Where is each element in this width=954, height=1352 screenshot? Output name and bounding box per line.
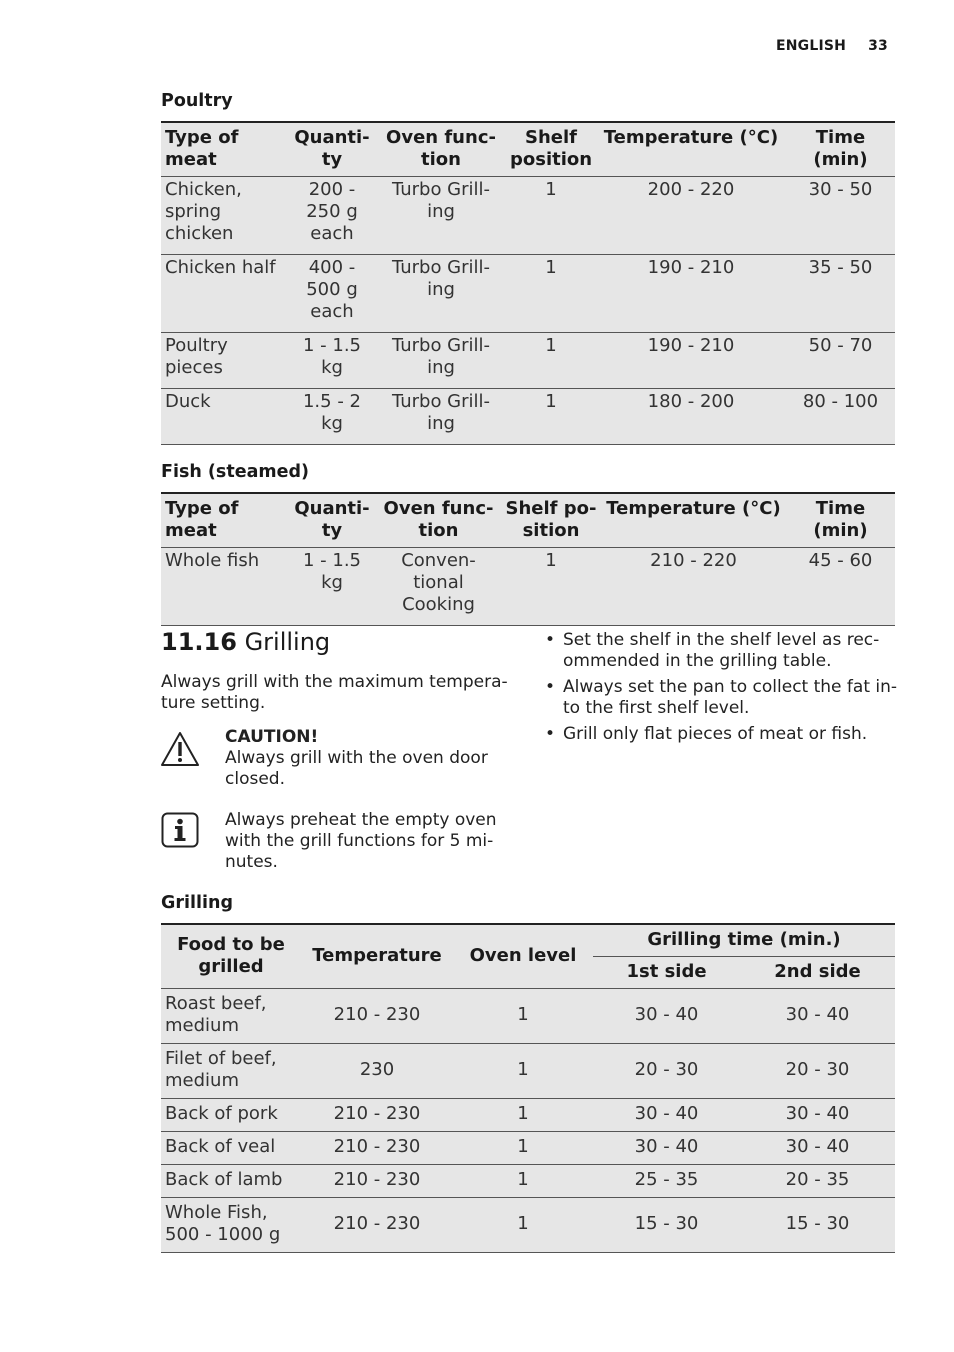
fish-table bbox=[161, 492, 895, 626]
table-cell: 30 - 50 bbox=[786, 177, 895, 255]
list-item: • Grill only flat pieces of meat or fish. bbox=[543, 724, 898, 745]
table-cell: 25 - 35 bbox=[593, 1165, 740, 1198]
table-cell: 230 bbox=[301, 1044, 453, 1099]
column-header: Temperature (°C) bbox=[596, 122, 786, 177]
table-cell: Whole Fish, 500 - 1000 g bbox=[161, 1198, 301, 1253]
table-cell: 80 - 100 bbox=[786, 389, 895, 445]
table-cell: 15 - 30 bbox=[740, 1198, 895, 1253]
table-row bbox=[161, 389, 895, 445]
caution-block bbox=[225, 727, 505, 790]
table-row bbox=[161, 177, 895, 255]
section-heading bbox=[161, 628, 330, 656]
list-item: • Always set the pan to collect the fat in-to the first shelf level. bbox=[543, 677, 898, 719]
table-cell: 1 bbox=[453, 1132, 593, 1165]
poultry-table bbox=[161, 121, 895, 445]
column-header: Temperature bbox=[301, 924, 453, 989]
column-header: Type of meat bbox=[161, 493, 288, 548]
table-row bbox=[161, 333, 895, 389]
table-cell: Back of pork bbox=[161, 1099, 301, 1132]
poultry-table-title: Poultry bbox=[161, 91, 233, 111]
column-header: Oven func-tion bbox=[376, 122, 506, 177]
table-cell: Duck bbox=[161, 389, 288, 445]
caution-text: Always grill with the oven door closed. bbox=[225, 748, 488, 789]
language-label: ENGLISH bbox=[776, 38, 847, 54]
grilling-table bbox=[161, 923, 895, 1253]
column-header: 2nd side bbox=[740, 957, 895, 989]
table-row bbox=[161, 1132, 895, 1165]
table-cell: 30 - 40 bbox=[593, 989, 740, 1044]
fish-table-title: Fish (steamed) bbox=[161, 462, 310, 482]
grilling-table-title: Grilling bbox=[161, 893, 233, 913]
column-header: Time (min) bbox=[786, 122, 895, 177]
table-cell: Poultry pieces bbox=[161, 333, 288, 389]
table-row bbox=[161, 548, 895, 626]
table-cell: 30 - 40 bbox=[740, 1132, 895, 1165]
table-cell: 190 - 210 bbox=[596, 255, 786, 333]
table-cell: 1 bbox=[453, 989, 593, 1044]
table-cell: 210 - 230 bbox=[301, 989, 453, 1044]
table-cell: 20 - 35 bbox=[740, 1165, 895, 1198]
table-header-row bbox=[161, 924, 895, 957]
table-cell: Filet of beef, medium bbox=[161, 1044, 301, 1099]
table-cell: Roast beef, medium bbox=[161, 989, 301, 1044]
table-row bbox=[161, 1165, 895, 1198]
section-number: 11.16 bbox=[161, 628, 237, 656]
table-row bbox=[161, 255, 895, 333]
table-cell: 1 bbox=[453, 1165, 593, 1198]
table-cell: 210 - 220 bbox=[601, 548, 786, 626]
section-title: Grilling bbox=[244, 628, 331, 656]
grilling-tips-list bbox=[543, 630, 898, 750]
table-cell: Turbo Grill-ing bbox=[376, 389, 506, 445]
table-cell: 200 - 250 g each bbox=[288, 177, 376, 255]
table-cell: Turbo Grill-ing bbox=[376, 255, 506, 333]
table-row bbox=[161, 989, 895, 1044]
table-cell: 210 - 230 bbox=[301, 1198, 453, 1253]
table-row bbox=[161, 1044, 895, 1099]
table-cell: Chicken half bbox=[161, 255, 288, 333]
column-header: Time (min) bbox=[786, 493, 895, 548]
table-cell: 1.5 - 2 kg bbox=[288, 389, 376, 445]
column-header: Shelf po-sition bbox=[501, 493, 601, 548]
list-item: • Set the shelf in the shelf level as rec-ommended in the grilling table. bbox=[543, 630, 898, 672]
table-cell: 20 - 30 bbox=[593, 1044, 740, 1099]
table-cell: Turbo Grill-ing bbox=[376, 333, 506, 389]
page-number: 33 bbox=[868, 38, 888, 54]
column-header: Oven func-tion bbox=[376, 493, 501, 548]
table-cell: 1 bbox=[506, 177, 596, 255]
table-cell: 1 bbox=[506, 333, 596, 389]
table-cell: 210 - 230 bbox=[301, 1165, 453, 1198]
table-cell: Conven-tional Cooking bbox=[376, 548, 501, 626]
column-header: Quanti-ty bbox=[288, 493, 376, 548]
column-header: Quanti-ty bbox=[288, 122, 376, 177]
table-cell: 1 bbox=[453, 1044, 593, 1099]
table-cell: 20 - 30 bbox=[740, 1044, 895, 1099]
table-cell: 1 - 1.5 kg bbox=[288, 548, 376, 626]
table-cell: 200 - 220 bbox=[596, 177, 786, 255]
table-cell: 1 bbox=[506, 255, 596, 333]
table-header-row bbox=[161, 493, 895, 548]
column-group-header: Grilling time (min.) bbox=[593, 924, 895, 957]
table-cell: Back of veal bbox=[161, 1132, 301, 1165]
table-cell: 1 bbox=[506, 389, 596, 445]
column-header: Temperature (°C) bbox=[601, 493, 786, 548]
intro-text: Always grill with the maximum tempera-ture setting. bbox=[161, 672, 508, 713]
table-cell: 15 - 30 bbox=[593, 1198, 740, 1253]
table-row bbox=[161, 1198, 895, 1253]
table-cell: 400 - 500 g each bbox=[288, 255, 376, 333]
table-cell: 30 - 40 bbox=[593, 1132, 740, 1165]
table-cell: 210 - 230 bbox=[301, 1099, 453, 1132]
table-cell: 210 - 230 bbox=[301, 1132, 453, 1165]
page-header bbox=[776, 38, 888, 54]
warning-icon bbox=[160, 730, 200, 768]
table-cell: 30 - 40 bbox=[740, 1099, 895, 1132]
caution-title: CAUTION! bbox=[225, 727, 319, 747]
column-header: Type of meat bbox=[161, 122, 288, 177]
table-cell: 30 - 40 bbox=[593, 1099, 740, 1132]
column-header: Oven level bbox=[453, 924, 593, 989]
table-cell: 190 - 210 bbox=[596, 333, 786, 389]
table-cell: 1 bbox=[453, 1099, 593, 1132]
column-header: Shelf position bbox=[506, 122, 596, 177]
table-cell: 180 - 200 bbox=[596, 389, 786, 445]
table-cell: 1 bbox=[501, 548, 601, 626]
table-cell: 1 - 1.5 kg bbox=[288, 333, 376, 389]
table-cell: 45 - 60 bbox=[786, 548, 895, 626]
info-icon bbox=[161, 812, 199, 848]
info-text: Always preheat the empty oven with the grill functions for 5 mi-nutes. bbox=[225, 810, 497, 872]
table-cell: 35 - 50 bbox=[786, 255, 895, 333]
table-cell: 1 bbox=[453, 1198, 593, 1253]
table-cell: Turbo Grill-ing bbox=[376, 177, 506, 255]
table-row bbox=[161, 1099, 895, 1132]
column-header: 1st side bbox=[593, 957, 740, 989]
table-cell: 50 - 70 bbox=[786, 333, 895, 389]
column-header: Food to be grilled bbox=[161, 924, 301, 989]
table-cell: Chicken, spring chicken bbox=[161, 177, 288, 255]
table-cell: 30 - 40 bbox=[740, 989, 895, 1044]
table-cell: Whole fish bbox=[161, 548, 288, 626]
table-cell: Back of lamb bbox=[161, 1165, 301, 1198]
table-header-row bbox=[161, 122, 895, 177]
